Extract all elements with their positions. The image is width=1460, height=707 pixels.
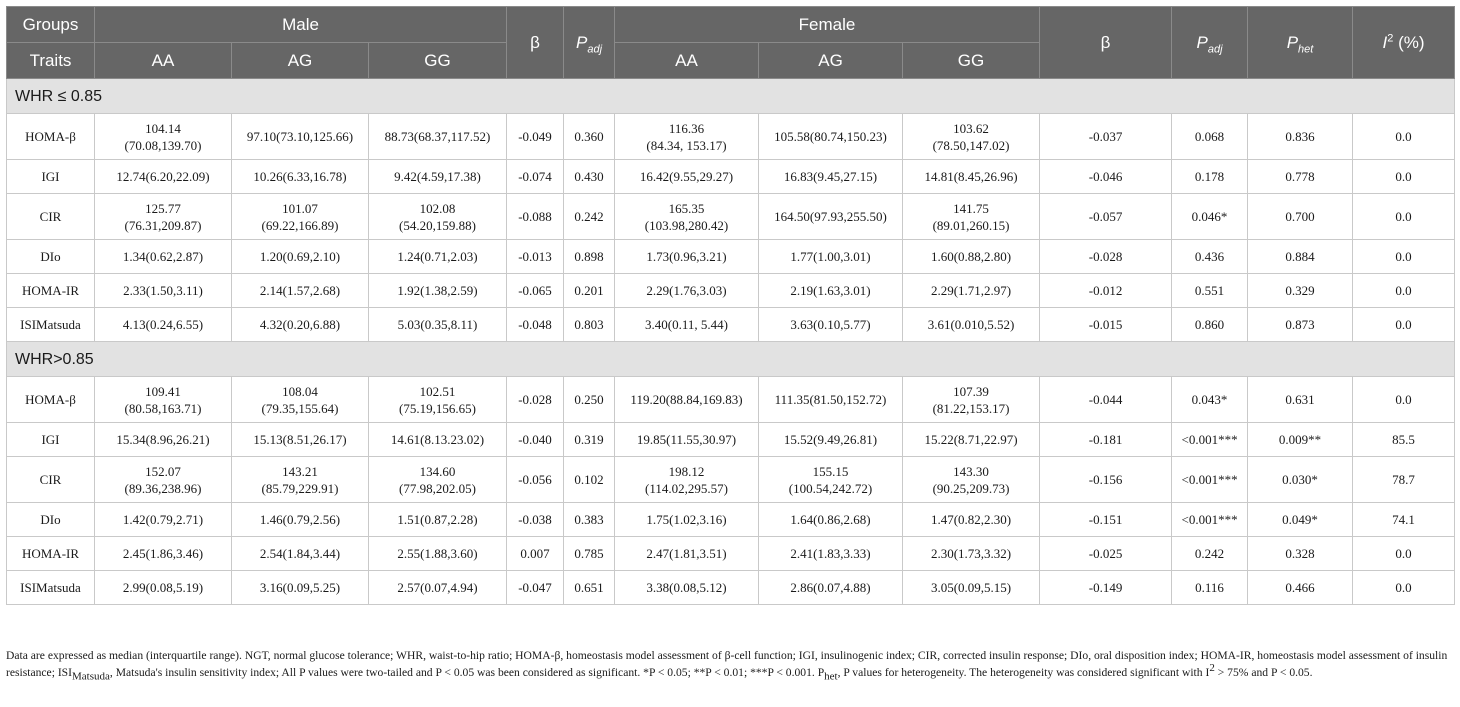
female-aa-cell: 16.42(9.55,29.27): [615, 160, 759, 194]
trait-cell: HOMA-IR: [7, 274, 95, 308]
table-row: [7, 503, 1455, 537]
female-ag-cell: 2.19(1.63,3.01): [759, 274, 903, 308]
table-footnote: Data are expressed as median (interquartile range). NGT, normal glucose tolerance; WHR, waist-to-hip ratio; HOMA-β, homeostasis model assessment of β-cell function; IGI, insulinogenic index; CIR, corrected insulin response; DIo, oral disposition index; HOMA-IR, homeostasis model assessment of insulin resistance; $ISI_{Matsuda}$, Matsuda's insulin sensitivity index; All P values were two-tailed and P < 0.05 was been considered as significant. *P < 0.05; **P < 0.01; ***P < 0.001. $P_{het}$, P values for heterogeneity. The heterogeneity was considered significant with $I^2 > 75\%$ and P < 0.05.: [6, 649, 1448, 682]
female-ag-cell: 1.77(1.00,3.01): [759, 240, 903, 274]
i2-cell: 0.0: [1353, 194, 1455, 240]
female-beta-cell: -0.151: [1040, 503, 1172, 537]
female-aa-cell: 1.73(0.96,3.21): [615, 240, 759, 274]
phet-cell: 0.836: [1248, 114, 1353, 160]
male-ag-header: AG: [232, 43, 369, 79]
female-ag-cell: 105.58(80.74,150.23): [759, 114, 903, 160]
male-aa-cell: 2.99(0.08,5.19): [95, 571, 232, 605]
female-ag-cell: 3.63(0.10,5.77): [759, 308, 903, 342]
i2-cell: 0.0: [1353, 571, 1455, 605]
phet-cell: 0.009**: [1248, 423, 1353, 457]
phet-cell: 0.329: [1248, 274, 1353, 308]
table-row: [7, 240, 1455, 274]
female-padj-header: $P_{adj}$: [1172, 7, 1248, 79]
male-ag-cell: 10.26(6.33,16.78): [232, 160, 369, 194]
female-ag-header: AG: [759, 43, 903, 79]
trait-cell: ISIMatsuda: [7, 308, 95, 342]
male-beta-cell: -0.049: [507, 114, 564, 160]
female-ag-cell: 16.83(9.45,27.15): [759, 160, 903, 194]
header-row-top: [7, 7, 1455, 43]
female-beta-cell: -0.015: [1040, 308, 1172, 342]
female-ag-cell: 15.52(9.49,26.81): [759, 423, 903, 457]
female-aa-cell: 2.29(1.76,3.03): [615, 274, 759, 308]
i2-cell: 85.5: [1353, 423, 1455, 457]
female-aa-cell: 119.20(88.84,169.83): [615, 377, 759, 423]
female-aa-header: AA: [615, 43, 759, 79]
female-gg-cell: 15.22(8.71,22.97): [903, 423, 1040, 457]
phet-cell: 0.631: [1248, 377, 1353, 423]
female-gg-cell: 143.30 (90.25,209.73): [903, 457, 1040, 503]
male-gg-cell: 14.61(8.13.23.02): [369, 423, 507, 457]
male-aa-cell: 15.34(8.96,26.21): [95, 423, 232, 457]
male-gg-header: GG: [369, 43, 507, 79]
male-ag-cell: 1.46(0.79,2.56): [232, 503, 369, 537]
female-gg-cell: 1.47(0.82,2.30): [903, 503, 1040, 537]
i2-cell: 78.7: [1353, 457, 1455, 503]
female-gg-cell: 2.30(1.73,3.32): [903, 537, 1040, 571]
male-beta-cell: -0.065: [507, 274, 564, 308]
female-beta-cell: -0.012: [1040, 274, 1172, 308]
female-gg-cell: 14.81(8.45,26.96): [903, 160, 1040, 194]
male-ag-cell: 2.54(1.84,3.44): [232, 537, 369, 571]
table-row: [7, 194, 1455, 240]
female-beta-cell: -0.037: [1040, 114, 1172, 160]
male-aa-cell: 1.34(0.62,2.87): [95, 240, 232, 274]
male-beta-cell: -0.088: [507, 194, 564, 240]
male-gg-cell: 5.03(0.35,8.11): [369, 308, 507, 342]
male-padj-cell: 0.898: [564, 240, 615, 274]
male-padj-cell: 0.785: [564, 537, 615, 571]
female-padj-cell: <0.001***: [1172, 423, 1248, 457]
female-padj-cell: 0.436: [1172, 240, 1248, 274]
section-title: WHR>0.85: [7, 342, 1455, 377]
male-gg-cell: 9.42(4.59,17.38): [369, 160, 507, 194]
table-body: [7, 79, 1455, 605]
i2-cell: 0.0: [1353, 274, 1455, 308]
phet-cell: 0.328: [1248, 537, 1353, 571]
male-beta-cell: -0.074: [507, 160, 564, 194]
i2-cell: 0.0: [1353, 377, 1455, 423]
male-beta-cell: -0.013: [507, 240, 564, 274]
male-padj-cell: 0.242: [564, 194, 615, 240]
results-table: [6, 6, 1455, 605]
female-beta-cell: -0.044: [1040, 377, 1172, 423]
male-padj-cell: 0.201: [564, 274, 615, 308]
female-gg-cell: 1.60(0.88,2.80): [903, 240, 1040, 274]
female-ag-cell: 2.86(0.07,4.88): [759, 571, 903, 605]
female-header: Female: [615, 7, 1040, 43]
male-ag-cell: 97.10(73.10,125.66): [232, 114, 369, 160]
phet-cell: 0.778: [1248, 160, 1353, 194]
male-beta-cell: -0.028: [507, 377, 564, 423]
phet-cell: 0.873: [1248, 308, 1353, 342]
female-beta-cell: -0.057: [1040, 194, 1172, 240]
male-padj-cell: 0.102: [564, 457, 615, 503]
male-ag-cell: 4.32(0.20,6.88): [232, 308, 369, 342]
table-row: [7, 274, 1455, 308]
female-padj-cell: 0.068: [1172, 114, 1248, 160]
female-padj-cell: <0.001***: [1172, 457, 1248, 503]
section-title: WHR ≤ 0.85: [7, 79, 1455, 114]
male-gg-cell: 1.24(0.71,2.03): [369, 240, 507, 274]
female-padj-cell: 0.551: [1172, 274, 1248, 308]
male-aa-cell: 2.33(1.50,3.11): [95, 274, 232, 308]
female-aa-cell: 3.40(0.11, 5.44): [615, 308, 759, 342]
male-ag-cell: 2.14(1.57,2.68): [232, 274, 369, 308]
table-row: [7, 423, 1455, 457]
female-padj-cell: 0.242: [1172, 537, 1248, 571]
female-aa-cell: 3.38(0.08,5.12): [615, 571, 759, 605]
female-padj-cell: 0.116: [1172, 571, 1248, 605]
male-padj-cell: 0.360: [564, 114, 615, 160]
female-gg-cell: 3.05(0.09,5.15): [903, 571, 1040, 605]
male-gg-cell: 102.51 (75.19,156.65): [369, 377, 507, 423]
female-ag-cell: 1.64(0.86,2.68): [759, 503, 903, 537]
male-beta-cell: 0.007: [507, 537, 564, 571]
female-gg-header: GG: [903, 43, 1040, 79]
male-padj-cell: 0.803: [564, 308, 615, 342]
section-header-row: [7, 342, 1455, 377]
male-padj-header: $P_{adj}$: [564, 7, 615, 79]
i2-cell: 0.0: [1353, 160, 1455, 194]
phet-cell: 0.030*: [1248, 457, 1353, 503]
trait-cell: DIo: [7, 240, 95, 274]
trait-cell: DIo: [7, 503, 95, 537]
traits-header: Traits: [7, 43, 95, 79]
trait-cell: IGI: [7, 160, 95, 194]
table-row: [7, 571, 1455, 605]
female-beta-cell: -0.156: [1040, 457, 1172, 503]
female-ag-cell: 164.50(97.93,255.50): [759, 194, 903, 240]
female-gg-cell: 103.62 (78.50,147.02): [903, 114, 1040, 160]
female-aa-cell: 165.35 (103.98,280.42): [615, 194, 759, 240]
male-aa-cell: 125.77 (76.31,209.87): [95, 194, 232, 240]
male-gg-cell: 102.08 (54.20,159.88): [369, 194, 507, 240]
male-aa-cell: 12.74(6.20,22.09): [95, 160, 232, 194]
table-row: [7, 308, 1455, 342]
male-ag-cell: 101.07 (69.22,166.89): [232, 194, 369, 240]
male-ag-cell: 1.20(0.69,2.10): [232, 240, 369, 274]
male-beta-cell: -0.038: [507, 503, 564, 537]
table-row: [7, 377, 1455, 423]
female-aa-cell: 116.36 (84.34, 153.17): [615, 114, 759, 160]
male-ag-cell: 3.16(0.09,5.25): [232, 571, 369, 605]
male-beta-cell: -0.040: [507, 423, 564, 457]
male-padj-cell: 0.430: [564, 160, 615, 194]
female-aa-cell: 198.12 (114.02,295.57): [615, 457, 759, 503]
female-beta-cell: -0.046: [1040, 160, 1172, 194]
i2-cell: 0.0: [1353, 114, 1455, 160]
male-header: Male: [95, 7, 507, 43]
female-padj-cell: 0.860: [1172, 308, 1248, 342]
male-ag-cell: 108.04 (79.35,155.64): [232, 377, 369, 423]
table-row: [7, 114, 1455, 160]
phet-cell: 0.049*: [1248, 503, 1353, 537]
male-gg-cell: 2.57(0.07,4.94): [369, 571, 507, 605]
phet-header: $P_{het}$: [1248, 7, 1353, 79]
female-gg-cell: 2.29(1.71,2.97): [903, 274, 1040, 308]
female-beta-header: β: [1040, 7, 1172, 79]
trait-cell: ISIMatsuda: [7, 571, 95, 605]
female-aa-cell: 2.47(1.81,3.51): [615, 537, 759, 571]
male-gg-cell: 1.51(0.87,2.28): [369, 503, 507, 537]
trait-cell: IGI: [7, 423, 95, 457]
female-gg-cell: 107.39 (81.22,153.17): [903, 377, 1040, 423]
female-beta-cell: -0.025: [1040, 537, 1172, 571]
i2-header: $I^2$ (%): [1353, 7, 1455, 79]
i2-cell: 0.0: [1353, 308, 1455, 342]
male-aa-cell: 2.45(1.86,3.46): [95, 537, 232, 571]
section-header-row: [7, 79, 1455, 114]
female-gg-cell: 141.75 (89.01,260.15): [903, 194, 1040, 240]
table-row: [7, 160, 1455, 194]
male-gg-cell: 88.73(68.37,117.52): [369, 114, 507, 160]
female-padj-cell: 0.046*: [1172, 194, 1248, 240]
female-padj-cell: 0.043*: [1172, 377, 1248, 423]
female-beta-cell: -0.028: [1040, 240, 1172, 274]
male-gg-cell: 134.60 (77.98,202.05): [369, 457, 507, 503]
male-padj-cell: 0.651: [564, 571, 615, 605]
trait-cell: HOMA-β: [7, 114, 95, 160]
trait-cell: HOMA-β: [7, 377, 95, 423]
male-beta-cell: -0.048: [507, 308, 564, 342]
male-beta-header: β: [507, 7, 564, 79]
male-aa-cell: 104.14 (70.08,139.70): [95, 114, 232, 160]
female-padj-cell: <0.001***: [1172, 503, 1248, 537]
male-aa-cell: 4.13(0.24,6.55): [95, 308, 232, 342]
table-row: [7, 457, 1455, 503]
table-row: [7, 537, 1455, 571]
trait-cell: CIR: [7, 194, 95, 240]
groups-header: Groups: [7, 7, 95, 43]
male-gg-cell: 1.92(1.38,2.59): [369, 274, 507, 308]
male-beta-cell: -0.047: [507, 571, 564, 605]
male-aa-header: AA: [95, 43, 232, 79]
i2-cell: 0.0: [1353, 240, 1455, 274]
female-aa-cell: 19.85(11.55,30.97): [615, 423, 759, 457]
female-ag-cell: 111.35(81.50,152.72): [759, 377, 903, 423]
female-padj-cell: 0.178: [1172, 160, 1248, 194]
female-beta-cell: -0.149: [1040, 571, 1172, 605]
male-padj-cell: 0.250: [564, 377, 615, 423]
male-aa-cell: 1.42(0.79,2.71): [95, 503, 232, 537]
phet-cell: 0.884: [1248, 240, 1353, 274]
female-gg-cell: 3.61(0.010,5.52): [903, 308, 1040, 342]
trait-cell: HOMA-IR: [7, 537, 95, 571]
female-ag-cell: 2.41(1.83,3.33): [759, 537, 903, 571]
male-padj-cell: 0.383: [564, 503, 615, 537]
male-aa-cell: 152.07 (89.36,238.96): [95, 457, 232, 503]
male-aa-cell: 109.41 (80.58,163.71): [95, 377, 232, 423]
male-ag-cell: 143.21 (85.79,229.91): [232, 457, 369, 503]
male-ag-cell: 15.13(8.51,26.17): [232, 423, 369, 457]
female-beta-cell: -0.181: [1040, 423, 1172, 457]
phet-cell: 0.466: [1248, 571, 1353, 605]
i2-cell: 74.1: [1353, 503, 1455, 537]
female-ag-cell: 155.15 (100.54,242.72): [759, 457, 903, 503]
trait-cell: CIR: [7, 457, 95, 503]
i2-cell: 0.0: [1353, 537, 1455, 571]
male-gg-cell: 2.55(1.88,3.60): [369, 537, 507, 571]
female-aa-cell: 1.75(1.02,3.16): [615, 503, 759, 537]
phet-cell: 0.700: [1248, 194, 1353, 240]
male-beta-cell: -0.056: [507, 457, 564, 503]
male-padj-cell: 0.319: [564, 423, 615, 457]
